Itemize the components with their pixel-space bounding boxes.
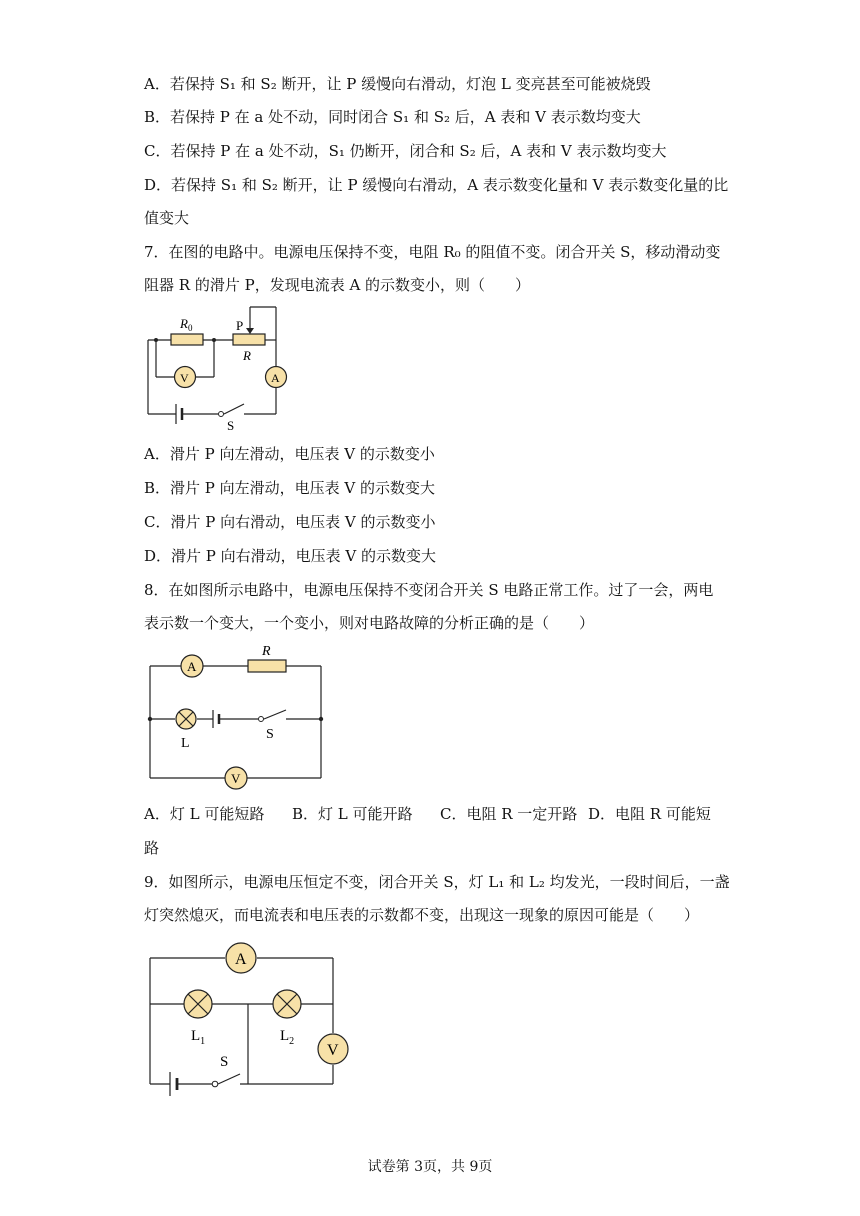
- q8-lamp-label: L: [181, 736, 190, 751]
- q9-ammeter-label: A: [235, 951, 247, 968]
- q9-stem-line2: 灯突然熄灭，而电流表和电压表的示数都不变，出现这一现象的原因可能是（ ）: [144, 906, 700, 924]
- q8-option-c: C．电阻 R 一定开路: [440, 805, 578, 823]
- q7-p-label: P: [236, 318, 244, 333]
- q8-stem-line2: 表示数一个变大，一个变小，则对电路故障的分析正确的是（ ）: [144, 614, 595, 632]
- q7-stem-line1: 7．在图的电路中。电源电压保持不变，电阻 R₀ 的阻值不变。闭合开关 S，移动滑动变: [144, 243, 721, 261]
- q9-circuit-diagram: [140, 938, 360, 1108]
- q7-option-c: C．滑片 P 向右滑动，电压表 V 的示数变小: [144, 513, 436, 531]
- q8-r-label: R: [262, 644, 271, 659]
- q8-option-a: A．灯 L 可能短路: [144, 805, 265, 823]
- q6-option-a: A．若保持 S₁ 和 S₂ 断开，让 P 缓慢向右滑动，灯泡 L 变亮甚至可能被烧毁: [144, 75, 651, 93]
- q7-r-label: R: [243, 348, 251, 363]
- q6-option-d-wrap: 值变大: [144, 209, 190, 227]
- q9-l2-label: $L_2$: [280, 1028, 295, 1047]
- q7-option-a: A．滑片 P 向左滑动，电压表 V 的示数变小: [144, 445, 435, 463]
- q8-option-b: B．灯 L 可能开路: [292, 805, 413, 823]
- q7-ammeter-label: A: [271, 371, 280, 385]
- q8-stem-line1: 8．在如图所示电路中，电源电压保持不变闭合开关 S 电路正常工作。过了一会，两电: [144, 581, 714, 599]
- q7-option-b: B．滑片 P 向左滑动，电压表 V 的示数变大: [144, 479, 436, 497]
- q6-option-c: C．若保持 P 在 a 处不动，S₁ 仍断开，闭合和 S₂ 后，A 表和 V 表示数均变大: [144, 142, 667, 160]
- q8-switch-label: S: [266, 727, 274, 742]
- q9-switch-label: S: [220, 1054, 229, 1070]
- q7-option-d: D．滑片 P 向右滑动，电压表 V 的示数变大: [144, 547, 437, 565]
- q6-option-d: D．若保持 S₁ 和 S₂ 断开，让 P 缓慢向右滑动，A 表示数变化量和 V 表示数变化量的比: [144, 176, 729, 194]
- q9-l1-label: $L_1$: [191, 1028, 206, 1047]
- q7-voltmeter-label: V: [180, 371, 189, 385]
- q8-options-row: [144, 804, 711, 824]
- q7-circuit-diagram: [140, 300, 300, 430]
- q7-r0-label: $R_0$: [180, 316, 193, 333]
- page-footer: 试卷第 3页，共 9页: [367, 1159, 493, 1175]
- q9-voltmeter-label: V: [327, 1042, 339, 1059]
- q7-stem-line2: 阻器 R 的滑片 P，发现电流表 A 的示数变小，则（ ）: [144, 276, 531, 294]
- q8-option-d-wrap: 路: [144, 839, 160, 857]
- q9-stem-line1: 9．如图所示，电源电压恒定不变，闭合开关 S，灯 L₁ 和 L₂ 均发光，一段时间后，一盏: [144, 873, 730, 891]
- q8-voltmeter-label: V: [231, 771, 241, 786]
- q6-option-b: B．若保持 P 在 a 处不动，同时闭合 S₁ 和 S₂ 后，A 表和 V 表示数均变大: [144, 108, 641, 126]
- q7-switch-label: S: [227, 418, 235, 430]
- q8-ammeter-label: A: [187, 659, 197, 674]
- q8-circuit-diagram: [140, 640, 340, 790]
- q8-option-d: D．电阻 R 可能短: [588, 805, 711, 823]
